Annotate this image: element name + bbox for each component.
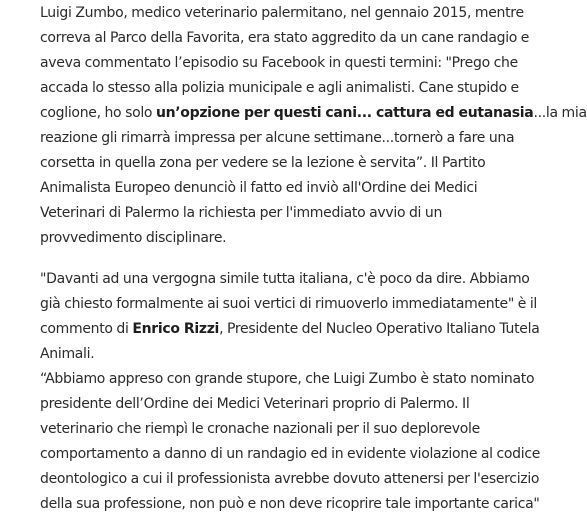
text-line: aveva commentato l’episodio su Facebook in questi termini: "Prego che [40, 55, 518, 71]
text-line: "Davanti ad una vergogna simile tutta italiana, c'è poco da dire. Abbiamo [40, 271, 530, 287]
text-line: della sua professione, non può e non deve ricoprire tale importante carica" [40, 496, 540, 512]
text-fragment: commento di [40, 321, 133, 337]
text-line: corsetta in quella zona per vedere se la lezione è servita”. Il Partito [40, 155, 486, 171]
text-line: comportamento a danno di un randagio ed in evidente violazione al codice [40, 446, 541, 462]
paragraph-zumbo-incident [40, 1, 587, 251]
text-line: veterinario che riempì le cronache nazionali per il suo deplorevole [40, 421, 480, 437]
bold-quote-euthanasia: un’opzione per questi cani... cattura ed eutanasia [155, 105, 534, 121]
text-fragment: ...la mia [533, 105, 587, 121]
text-line [40, 101, 587, 126]
text-line: presidente dell’Ordine dei Medici Veterinari proprio di Palermo. Il [40, 396, 470, 412]
text-line: Veterinari di Palermo la richiesta per l'immediato avvio di un [40, 205, 443, 221]
bold-name-enrico-rizzi: Enrico Rizzi [132, 321, 220, 337]
text-fragment: , Presidente del Nucleo Operativo Italiano Tutela [219, 321, 540, 337]
paragraph-rizzi-comment [40, 267, 541, 517]
text-fragment: coglione, ho solo [40, 105, 156, 121]
text-line: deontologico a cui il professionista avrebbe dovuto attenersi per l'esercizio [40, 471, 540, 487]
text-line: reazione gli rimarrà impressa per alcune settimane...tornerò a fare una [40, 130, 515, 146]
text-line: provvedimento disciplinare. [40, 230, 227, 246]
text-line [40, 317, 540, 342]
text-line: Animalista Europeo denunciò il fatto ed inviò all'Ordine dei Medici [40, 180, 478, 196]
text-line: già chiesto formalmente ai suoi vertici di rimuoverlo immediatamente" è il [40, 296, 537, 312]
text-line: accada lo stesso alla polizia municipale e agli animalisti. Cane stupido e [40, 80, 519, 96]
text-line: “Abbiamo appreso con grande stupore, che Luigi Zumbo è stato nominato [40, 371, 535, 387]
text-line: Animali. [40, 346, 95, 362]
article-body [40, 1, 587, 517]
text-line: correva al Parco della Favorita, era stato aggredito da un cane randagio e [40, 30, 530, 46]
text-line: Luigi Zumbo, medico veterinario palermitano, nel gennaio 2015, mentre [40, 5, 524, 21]
